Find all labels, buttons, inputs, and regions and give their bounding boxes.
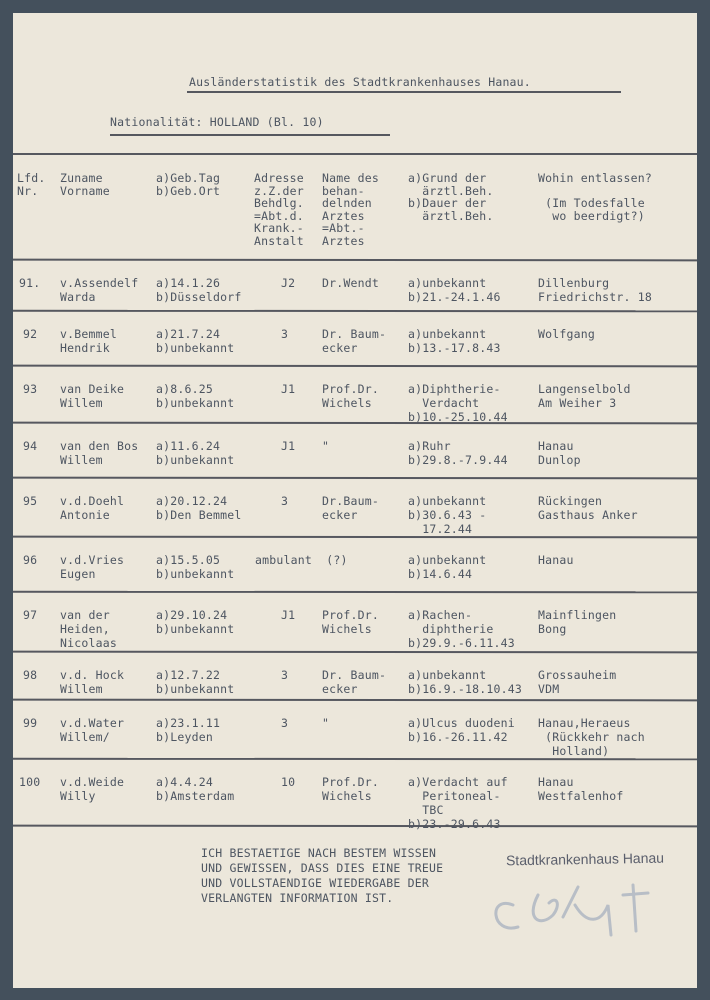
table-top-rule [13, 153, 697, 155]
cell-adresse: J1 [281, 382, 296, 396]
row-separator [13, 758, 697, 760]
cell-adresse: 3 [281, 716, 289, 730]
row-separator [13, 651, 697, 654]
cell-wohin: Hanau Westfalenhof [538, 775, 624, 803]
cell-wohin: Grossauheim VDM [538, 668, 617, 696]
cell-nr: 99 [23, 716, 38, 730]
cell-grund: a)Ulcus duodeni b)16.-26.11.42 [408, 716, 515, 744]
cell-geb: a)29.10.24 b)unbekannt [156, 608, 235, 636]
cell-geb: a)21.7.24 b)unbekannt [156, 327, 235, 355]
row-separator [13, 536, 697, 539]
cell-arzt: Prof.Dr. Wichels [322, 608, 379, 636]
cell-adresse: J1 [281, 608, 296, 622]
cell-arzt: " [322, 716, 330, 730]
cell-name: v.d.Vries Eugen [60, 553, 125, 581]
cell-grund: a)unbekannt b)21.-24.1.46 [408, 276, 501, 304]
cell-wohin: Hanau [538, 553, 574, 567]
row-separator [13, 365, 697, 368]
cell-nr: 95 [23, 494, 38, 508]
cell-adresse: J2 [281, 276, 296, 290]
cell-arzt: " [322, 439, 330, 453]
cell-nr: 97 [23, 608, 38, 622]
cell-adresse: 3 [281, 494, 289, 508]
header-arzt: Name des behan- delnden Arztes =Abt.- Arztes [322, 171, 379, 248]
cell-wohin: Dillenburg Friedrichstr. 18 [538, 276, 652, 304]
cell-grund: a)Ruhr b)29.8.-7.9.44 [408, 439, 508, 467]
header-grund: a)Grund der ärztl.Beh. b)Dauer der ärztl.Beh. [408, 171, 494, 223]
cell-name: v.Bemmel Hendrik [60, 327, 117, 355]
cell-nr: 92 [23, 327, 38, 341]
cell-geb: a)11.6.24 b)unbekannt [156, 439, 235, 467]
cell-grund: a)unbekannt b)16.9.-18.10.43 [408, 668, 522, 696]
cell-name: v.d.Water Willem/ [60, 716, 125, 744]
cell-wohin: Mainflingen Bong [538, 608, 617, 636]
cell-geb: a)23.1.11 b)Leyden [156, 716, 221, 744]
header-name: Zuname Vorname [60, 171, 110, 198]
cell-nr: 98 [23, 668, 38, 682]
cell-wohin: Wolfgang [538, 327, 595, 341]
cell-name: van den Bos Willem [60, 439, 139, 467]
cell-wohin: Langenselbold Am Weiher 3 [538, 382, 631, 410]
cell-nr: 94 [23, 439, 38, 453]
cell-grund: a)Diphtherie- Verdacht b)10.-25.10.44 [408, 382, 508, 424]
cell-arzt: Prof.Dr. Wichels [322, 382, 379, 410]
cell-adresse: 10 [281, 775, 296, 789]
cell-grund: a)unbekannt b)14.6.44 [408, 553, 487, 581]
header-wohin: Wohin entlassen? (Im Todesfalle wo beerdigt?) [538, 171, 652, 223]
cell-adresse: 3 [281, 668, 289, 682]
nationality-underline [110, 134, 390, 136]
document-page [13, 13, 697, 988]
cell-geb: a)20.12.24 b)Den Bemmel [156, 494, 242, 522]
cell-nr: 96 [23, 553, 38, 567]
confirmation-text: ICH BESTAETIGE NACH BESTEM WISSEN UND GEWISSEN, DASS DIES EINE TREUE UND VOLLSTAENDIGE WIEDERGABE DER VERLANGTEN INFORMATION IST. [201, 846, 444, 905]
cell-name: v.d.Doehl Antonie [60, 494, 125, 522]
cell-adresse: 3 [281, 327, 289, 341]
cell-geb: a)4.4.24 b)Amsterdam [156, 775, 235, 803]
cell-name: v.Assendelf Warda [60, 276, 139, 304]
cell-adresse: J1 [281, 439, 296, 453]
cell-name: van der Heiden, Nicolaas [60, 608, 117, 650]
cell-arzt: Dr.Wendt [322, 276, 379, 290]
header-lfd-nr: Lfd. Nr. [17, 171, 46, 198]
cell-geb: a)12.7.22 b)unbekannt [156, 668, 235, 696]
header-geburt: a)Geb.Tag b)Geb.Ort [156, 171, 221, 198]
cell-arzt: Dr. Baum- ecker [322, 668, 387, 696]
cell-wohin: Hanau Dunlop [538, 439, 581, 467]
row-separator [13, 310, 697, 312]
cell-grund: a)Verdacht auf Peritoneal- TBC b)23.-29.6.43 [408, 775, 508, 831]
row-separator [13, 259, 697, 262]
cell-name: v.d.Weide Willy [60, 775, 125, 803]
row-separator [13, 699, 697, 702]
cell-name: v.d. Hock Willem [60, 668, 125, 696]
title-underline [187, 91, 621, 93]
cell-wohin: Hanau,Heraeus (Rückkehr nach Holland) [538, 716, 645, 758]
cell-geb: a)8.6.25 b)unbekannt [156, 382, 235, 410]
cell-arzt: Dr. Baum- ecker [322, 327, 387, 355]
nationality-label: Nationalität: HOLLAND (Bl. 10) [110, 115, 324, 129]
cell-arzt: Prof.Dr. Wichels [322, 775, 379, 803]
cell-nr: 93 [23, 382, 38, 396]
cell-nr: 91. [19, 276, 41, 290]
cell-name: van Deike Willem [60, 382, 125, 410]
cell-adresse: ambulant (?) [255, 553, 348, 567]
cell-arzt: Dr.Baum- ecker [322, 494, 379, 522]
cell-grund: a)Rachen- diphtherie b)29.9.-6.11.43 [408, 608, 515, 650]
cell-nr: 100 [19, 775, 41, 789]
cell-grund: a)unbekannt b)30.6.43 - 17.2.44 [408, 494, 487, 536]
signature [483, 865, 683, 945]
header-adresse: Adresse z.Z.der Behdlg. =Abt.d. Krank.- Anstalt [254, 171, 304, 248]
row-separator [13, 591, 697, 593]
cell-geb: a)15.5.05 b)unbekannt [156, 553, 235, 581]
row-separator [13, 477, 697, 480]
row-separator [13, 825, 697, 828]
cell-geb: a)14.1.26 b)Düsseldorf [156, 276, 242, 304]
row-separator [13, 422, 697, 425]
hospital-stamp: Stadtkrankenhaus Hanau [505, 849, 665, 869]
document-title: Ausländerstatistik des Stadtkrankenhauses Hanau. [189, 75, 531, 89]
cell-wohin: Rückingen Gasthaus Anker [538, 494, 638, 522]
cell-grund: a)unbekannt b)13.-17.8.43 [408, 327, 501, 355]
